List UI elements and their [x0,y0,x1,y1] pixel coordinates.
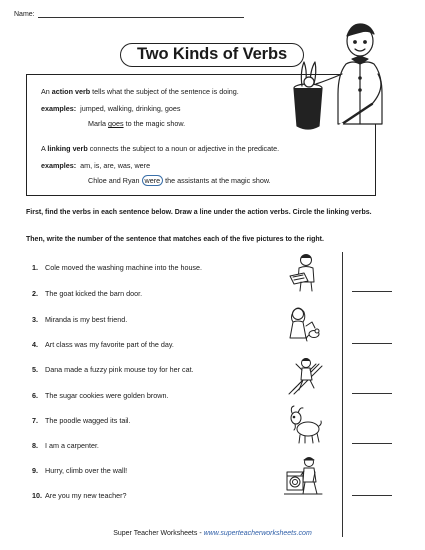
footer: Super Teacher Worksheets - www.superteacherworksheets.com [113,530,312,537]
title-banner [120,43,304,67]
divider-line [342,252,343,537]
footer-link[interactable]: www.superteacherworksheets.com [203,530,312,537]
sentence-5[interactable]: 5. Dana made a fuzzy pink mouse toy for her cat. [32,365,194,374]
page-title: Two Kinds of Verbs [136,45,288,63]
instruction-1: First, find the verbs in each sentence below. Draw a line under the action verbs. Circle the linking verbs. [26,209,372,216]
sentence-2[interactable]: 2. The goat kicked the barn door. [32,289,143,298]
man-with-washer-icon [284,456,324,496]
sentence-1[interactable]: 1. Cole moved the washing machine into the house. [32,263,203,272]
answer-line-4[interactable] [352,443,392,444]
action-verb-term: action verb [51,87,91,96]
underlined-verb: goes [107,119,124,128]
footer-brand: Super Teacher Worksheets [113,530,198,537]
sentence-9[interactable]: 9. Hurry, climb over the wall! [32,466,128,475]
linking-verb-definition: A linking verb connects the subject to a noun or adjective in the predicate. [41,144,280,153]
answer-line-1[interactable] [352,291,392,292]
circled-verb: were [142,175,164,186]
answer-line-5[interactable] [352,495,392,496]
name-row [14,10,244,18]
answer-line-2[interactable] [352,343,392,344]
answer-line-3[interactable] [352,393,392,394]
sentence-8[interactable]: 8. I am a carpenter. [32,441,99,450]
girl-sewing-icon [284,304,324,344]
linking-verb-term: linking verb [47,144,88,153]
name-line[interactable] [38,10,244,18]
sentence-10[interactable]: 10. Are you my new teacher? [32,491,127,500]
name-label: Name: [14,11,35,18]
boy-with-tray-icon [284,252,324,292]
magician-icon [290,16,390,134]
action-example-sentence: Marla goes to the magic show. [88,119,186,128]
sentence-4[interactable]: 4. Art class was my favorite part of the day. [32,340,174,349]
action-verb-definition: An action verb tells what the subject of the sentence is doing. [41,87,239,96]
goat-icon [284,405,324,445]
sentence-3[interactable]: 3. Miranda is my best friend. [32,315,128,324]
sentence-6[interactable]: 6. The sugar cookies were golden brown. [32,391,169,400]
action-examples: examples: jumped, walking, drinking, goes [41,104,181,113]
linking-example-sentence: Chloe and Ryan were the assistants at the magic show. [88,176,271,185]
girl-climbing-icon [284,355,324,395]
instruction-2: Then, write the number of the sentence that matches each of the five pictures to the right. [26,236,324,243]
linking-examples: examples: am, is, are, was, were [41,161,151,170]
sentence-7[interactable]: 7. The poodle wagged its tail. [32,416,131,425]
